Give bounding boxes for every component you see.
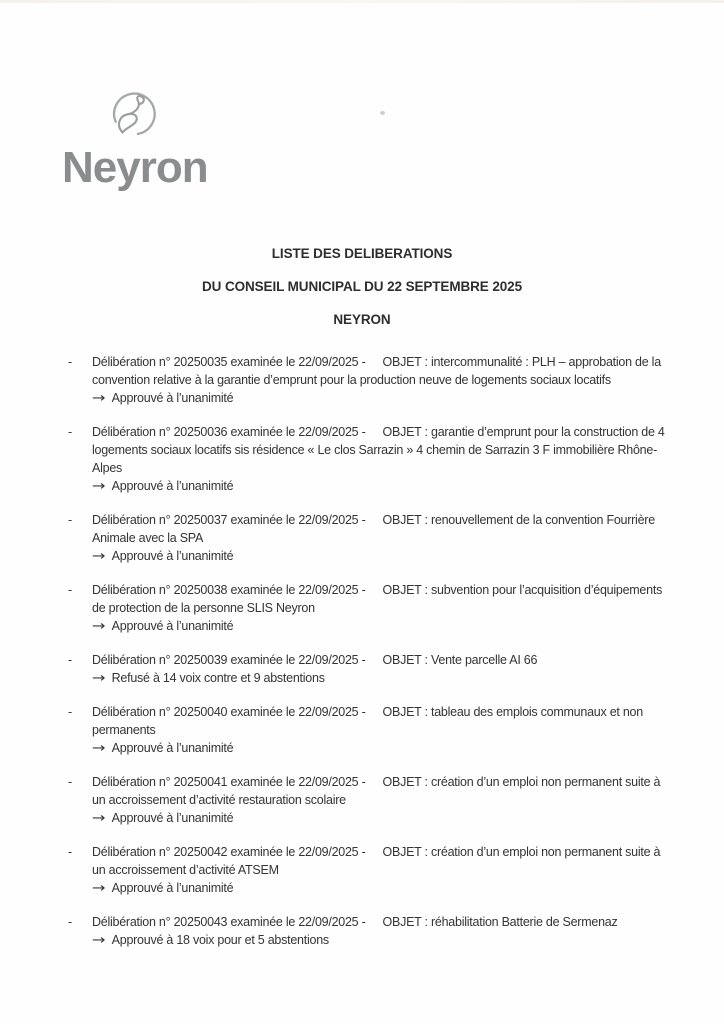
deliberation-ref: Délibération n° 20250042 examinée le 22/09/2025 -	[92, 845, 366, 859]
deliberation-item-20250043	[68, 913, 665, 950]
title-line-1: LISTE DES DELIBERATIONS	[271, 246, 453, 261]
title-line-2: DU CONSEIL MUNICIPAL DU 22 SEPTEMBRE 2025	[202, 279, 522, 294]
deliberation-text	[92, 423, 665, 477]
result-text: Approuvé à 18 voix pour et 5 abstentions	[111, 933, 329, 947]
deliberation-result	[92, 809, 665, 828]
deliberation-ref: Délibération n° 20250039 examinée le 22/09/2025 -	[92, 653, 366, 667]
result-text: Refusé à 14 voix contre et 9 abstentions	[111, 671, 325, 685]
bullet-dash: -	[68, 583, 72, 597]
deliberation-objet: OBJET : création d’un emploi non permanent suite à un accroissement d’activité restauration scolaire	[92, 775, 661, 807]
deliberation-result	[92, 879, 665, 898]
result-text: Approuvé à l’unanimité	[111, 881, 234, 895]
deliberation-item-20250037	[68, 511, 665, 566]
arrow-icon: →	[92, 391, 106, 406]
scan-edge-artifact	[0, 0, 724, 3]
deliberation-result	[92, 547, 665, 566]
deliberation-ref: Délibération n° 20250035 examinée le 22/09/2025 -	[92, 355, 366, 369]
deliberation-result	[92, 617, 665, 636]
arrow-icon: →	[92, 549, 106, 564]
heron-icon	[106, 88, 164, 146]
deliberation-objet: OBJET : subvention pour l’acquisition d’équipements de protection de la personne SLIS Neyron	[92, 583, 663, 615]
deliberation-item-20250041	[68, 773, 665, 828]
deliberation-text	[92, 703, 665, 739]
deliberation-text	[92, 353, 665, 389]
deliberation-ref: Délibération n° 20250043 examinée le 22/09/2025 -	[92, 915, 366, 929]
scan-speck-artifact	[380, 111, 385, 115]
arrow-icon: →	[92, 881, 106, 896]
deliberation-item-20250040	[68, 703, 665, 758]
arrow-icon: →	[92, 741, 106, 756]
arrow-icon: →	[92, 619, 106, 634]
arrow-icon: →	[92, 933, 106, 948]
deliberation-list	[68, 353, 665, 965]
deliberation-text	[92, 843, 665, 879]
bullet-dash: -	[68, 653, 72, 667]
arrow-icon: →	[92, 811, 106, 826]
deliberation-text	[92, 913, 665, 931]
result-text: Approuvé à l’unanimité	[111, 479, 234, 493]
deliberation-objet: OBJET : réhabilitation Batterie de Sermenaz	[382, 915, 618, 929]
arrow-icon: →	[92, 479, 106, 494]
result-text: Approuvé à l’unanimité	[111, 619, 234, 633]
bullet-dash: -	[68, 775, 72, 789]
deliberation-item-20250042	[68, 843, 665, 898]
deliberation-objet: OBJET : garantie d’emprunt pour la construction de 4 logements sociaux locatifs sis résidence « Le clos Sarrazin » 4 chemin de Sarrazin 3 F immobilière Rhône-Alpes	[92, 425, 665, 475]
deliberation-ref: Délibération n° 20250041 examinée le 22/09/2025 -	[92, 775, 366, 789]
deliberation-result	[92, 669, 665, 688]
result-text: Approuvé à l’unanimité	[111, 741, 234, 755]
deliberation-objet: OBJET : intercommunalité : PLH – approbation de la convention relative à la garantie d’emprunt pour la production neuve de logements sociaux locatifs	[92, 355, 661, 387]
deliberation-item-20250038	[68, 581, 665, 636]
deliberation-result	[92, 389, 665, 408]
deliberation-ref: Délibération n° 20250040 examinée le 22/09/2025 -	[92, 705, 366, 719]
result-text: Approuvé à l’unanimité	[111, 391, 234, 405]
deliberation-objet: OBJET : tableau des emplois communaux et non permanents	[92, 705, 643, 737]
bullet-dash: -	[68, 845, 72, 859]
bullet-dash: -	[68, 915, 72, 929]
deliberation-text	[92, 651, 665, 669]
bullet-dash: -	[68, 425, 72, 439]
deliberation-text	[92, 511, 665, 547]
deliberation-item-20250039	[68, 651, 665, 688]
neyron-logo	[62, 88, 232, 190]
deliberation-text	[92, 581, 665, 617]
result-text: Approuvé à l’unanimité	[111, 811, 234, 825]
deliberation-objet: OBJET : renouvellement de la convention Fourrière Animale avec la SPA	[92, 513, 655, 545]
result-text: Approuvé à l’unanimité	[111, 549, 234, 563]
deliberation-text	[92, 773, 665, 809]
deliberation-result	[92, 477, 665, 496]
deliberation-result	[92, 739, 665, 758]
deliberation-objet: OBJET : création d’un emploi non permanent suite à un accroissement d’activité ATSEM	[92, 845, 661, 877]
title-line-3: NEYRON	[333, 312, 391, 327]
deliberation-objet: OBJET : Vente parcelle AI 66	[382, 653, 538, 667]
deliberation-item-20250035	[68, 353, 665, 408]
document-title-block	[0, 244, 724, 343]
deliberation-item-20250036	[68, 423, 665, 496]
deliberation-result	[92, 931, 665, 950]
deliberation-ref: Délibération n° 20250038 examinée le 22/09/2025 -	[92, 583, 366, 597]
logo-wordmark: Neyron	[62, 143, 208, 192]
bullet-dash: -	[68, 513, 72, 527]
bullet-dash: -	[68, 355, 72, 369]
bullet-dash: -	[68, 705, 72, 719]
arrow-icon: →	[92, 671, 106, 686]
deliberation-ref: Délibération n° 20250036 examinée le 22/09/2025 -	[92, 425, 366, 439]
deliberation-ref: Délibération n° 20250037 examinée le 22/09/2025 -	[92, 513, 366, 527]
